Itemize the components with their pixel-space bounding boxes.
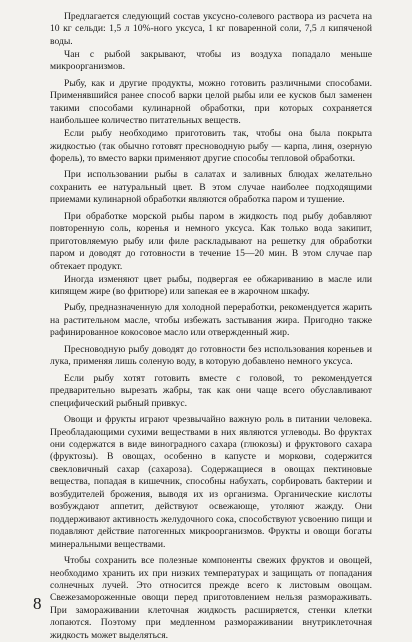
paragraph-cooking-methods: Рыбу, как и другие продукты, можно готовить различными способами. Применявшийся ранее способ варки целой рыбы или ее кусков был заменен такими способами кулинарной обработки, при которых сохраняется наибольшее количество питательных веществ.: [50, 77, 372, 127]
paragraph-steam-processing: При обработке морской рыбы паром в жидкость под рыбу добавляют повторенную соль, коренья и немного уксуса. Как только вода закипит, приготовляемую рыбу или филе раскладывают на решетку для обработки паром и доводят до готовности в течение 15—20 мин. В этом случае пар обтекает продукт.: [50, 210, 372, 272]
paragraph-salads-color: При использовании рыбы в салатах и заливных блюдах желательно сохранить ее натуральный цвет. В этом случае наиболее подходящими приемами кулинарной обработки являются обработка паром и тушение.: [50, 169, 372, 206]
paragraph-brine-composition: Предлагается следующий состав уксусно-солевого раствора из расчета на 10 кг сельди: 1,5 л 10%-ного уксуса, 1 кг поваренной соли, 7,5 л кипяченой воды.: [50, 11, 372, 47]
paragraph-vegetables-fruits: Овощи и фрукты играют чрезвычайно важную роль в питании человека. Преобладающими сухими веществами в них являются углеводы. Во фруктах они содержатся в виде виноградного сахара (глюкозы) и фруктового сахара (фруктозы). В овощах, особенно в капусте и моркови, содержится свекловичный сахар (сахароза). Содержащиеся в овощах пектиновые вещества, попадая в кишечник, способны набухать, сорбировать бактерии и возбудителей брожения, выводя их из организма. Органические кислоты возбуждают аппетит, действуют освежающе, утоляют жажду. Они поддерживают активность желудочного сока, способствуют усвоению пищи и подавляют действие патогенных микроорганизмов. Фрукты и овощи богаты минеральными веществами.: [50, 414, 372, 550]
paragraph-storage: Чтобы сохранить все полезные компоненты свежих фруктов и овощей, необходимо хранить их при низких температурах и защищать от попадания солнечных лучей. Это относится прежде всего к листовым овощам. Свежезамороженные овощи перед приготовлением нельзя размораживать. При замораживании клеточная жидкость расширяется, стенки клетки лопаются. Поэтому при медленном размораживании внутриклеточная жидкость может выделяться.: [50, 555, 372, 641]
paragraph-freshwater-liquid: Если рыбу необходимо приготовить так, чтобы она была покрыта жидкостью (так обычно готовят пресноводную рыбу — карпа, линя, озерную форель), то вместо варки применяют другие способы тепловой обработки.: [50, 128, 372, 164]
paragraph-vat-cover: Чан с рыбой закрывают, чтобы из воздуха попадало меньше микроорганизмов.: [50, 48, 372, 73]
paragraph-freshwater-cooking: Пресноводную рыбу доводят до готовности без использования кореньев и лука, применяя лишь соленую воду, в которую добавлено немного уксуса.: [50, 343, 372, 368]
paragraph-frying-color: Иногда изменяют цвет рыбы, подвергая ее обжариванию в масле или кипящем жире (во фритюре) или запекая ее в жарочном шкафу.: [50, 273, 372, 298]
paragraph-cold-processing: Рыбу, предназначенную для холодной переработки, рекомендуется жарить на растительном масле, чтобы избежать застывания жира. Пригодно также рафинированное кокосовое масло или отвержденный жир.: [50, 302, 372, 339]
paragraph-head-gills: Если рыбу хотят готовить вместе с головой, то рекомендуется предварительно вырезать жабры, так как они чаще всего обуславливают специфический рыбный привкус.: [50, 372, 372, 409]
page-number: 8: [33, 594, 42, 613]
body-text: [50, 11, 372, 642]
